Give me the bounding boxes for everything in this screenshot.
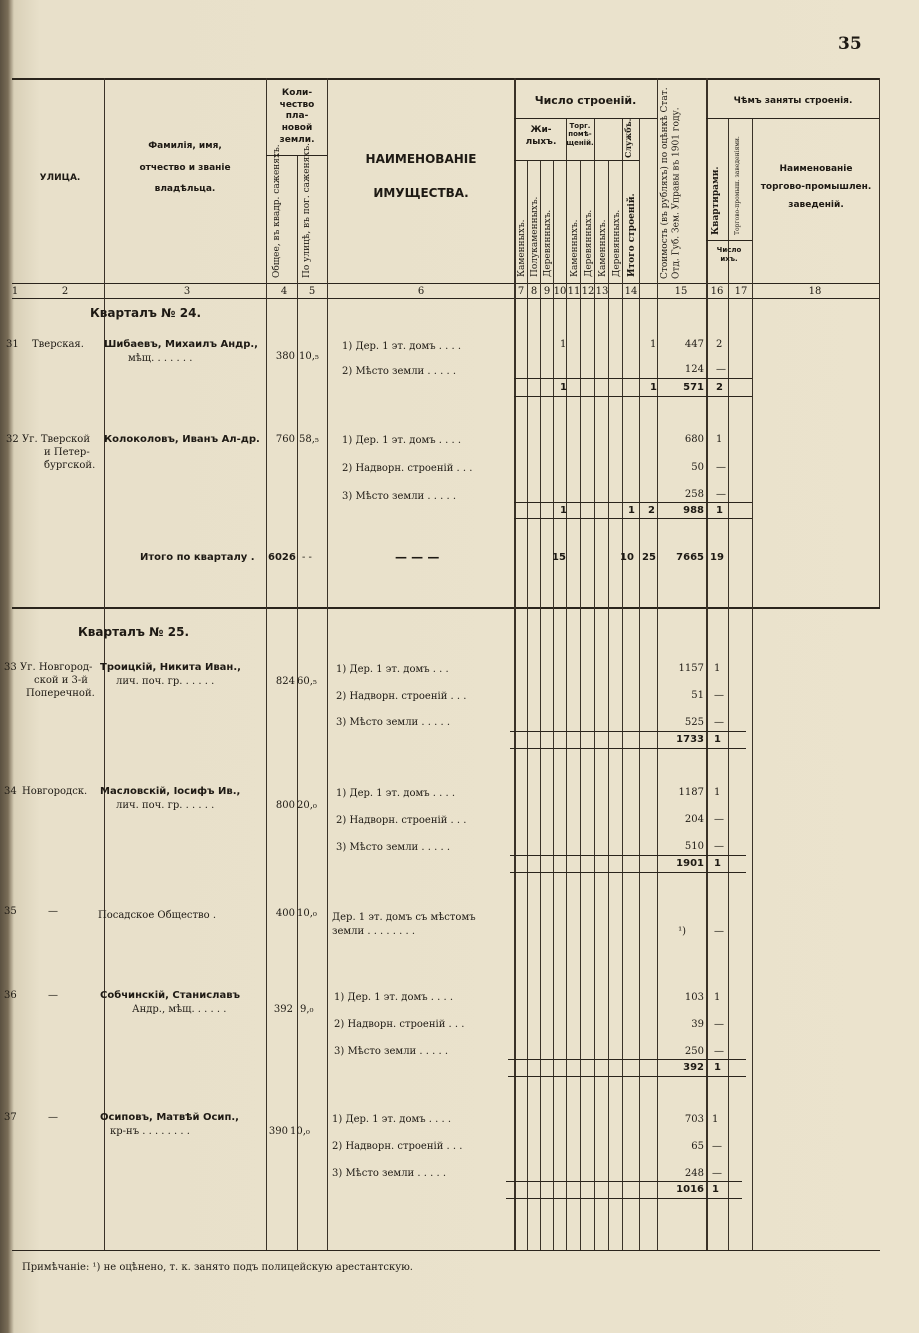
land-front: 9,₀ (300, 1004, 314, 1015)
sum-apartments: 1 (714, 734, 721, 745)
apartment-count: 1 (714, 992, 721, 1003)
value: 51 (691, 690, 704, 701)
quarter-total-dashes: — — — (395, 550, 440, 564)
table-bottom-rule (12, 1250, 880, 1251)
value: 39 (691, 1019, 704, 1030)
street-name-3: Поперечной. (26, 688, 95, 699)
property-item: 2) Надворн. строеній . . . (336, 815, 467, 826)
value: 510 (684, 841, 704, 852)
col-line (514, 78, 516, 1250)
land-area: 400 (275, 908, 295, 919)
subtotal-rule (506, 1198, 742, 1199)
header-land-qty: Коли- чество пла- новой земли. (279, 88, 315, 145)
subtotal-rule (514, 518, 752, 519)
value: 1187 (678, 787, 704, 798)
header-value: Стоимость (въ рубляхъ) по оцѣнкѣ Стат. Отд. Губ. Зем. Управы въ 1901 году. (660, 87, 682, 279)
value: 680 (684, 434, 704, 445)
sum-apartments: 1 (712, 1184, 719, 1195)
land-front: 10,₅ (299, 351, 319, 362)
owner-name: Масловскій, Іосифъ Ив., (100, 786, 241, 797)
footnote: Примѣчаніе: ¹) не оцѣнено, т. к. занято подъ полицейскую арестантскую. (22, 1262, 413, 1273)
sum-apartments: 2 (716, 382, 723, 393)
header-stone-living: Каменныхъ. (517, 219, 527, 277)
apartment-count: — (716, 489, 726, 500)
header-trade: Торг. помѣ- щеній. (566, 122, 594, 147)
subtotal-rule (508, 1076, 746, 1077)
property-item: 1) Дер. 1 эт. домъ . . . . (332, 1114, 452, 1125)
property-item: земли . . . . . . . . (332, 926, 416, 937)
value: 1157 (678, 663, 704, 674)
apartment-count: — (712, 1141, 722, 1152)
col-number: 1 (11, 286, 19, 297)
col-line (728, 118, 729, 1250)
subtotal-rule (510, 731, 746, 732)
value: 50 (691, 462, 704, 473)
header-land-front: По улицѣ, въ пог. саженяхъ. (302, 143, 312, 278)
col-number: 17 (734, 286, 748, 297)
property-item: 1) Дер. 1 эт. домъ . . . . (342, 341, 462, 352)
subtotal-rule (508, 1059, 746, 1060)
land-front: 58,₅ (299, 434, 319, 445)
quarter-total-apartments: 19 (710, 552, 724, 563)
quarter-total-value: 7665 (676, 552, 704, 563)
header-total-bld: Итого строеній. (627, 193, 637, 277)
block-title: Кварталъ № 24. (90, 306, 201, 320)
property-item: Дер. 1 эт. домъ съ мѣстомъ (332, 912, 476, 923)
subtotal-rule (510, 748, 746, 749)
col-line (297, 155, 298, 1250)
apartment-count: — (714, 841, 724, 852)
header-semistone: Полукаменныхъ. (530, 196, 540, 277)
owner-name: Собчинскій, Станиславъ (100, 990, 241, 1001)
owner-name: Осиповъ, Матвѣй Осип., (100, 1112, 239, 1123)
land-front: 10,₀ (290, 1126, 310, 1137)
subtotal-rule (510, 872, 746, 873)
property-item: 2) Мѣсто земли . . . . . (342, 366, 456, 377)
land-area: 824 (275, 676, 295, 687)
owner-status: кр-нъ . . . . . . . . (110, 1126, 190, 1137)
col-line (752, 118, 753, 1250)
land-area: 380 (275, 351, 295, 362)
apartment-count: 1 (714, 787, 721, 798)
property-item: 3) Мѣсто земли . . . . . (336, 842, 450, 853)
property-item: 2) Надворн. строеній . . . (334, 1019, 465, 1030)
col-number: 9 (543, 286, 551, 297)
header-street: УЛИЦА. (39, 173, 81, 183)
apartment-count: 2 (716, 339, 723, 350)
property-item: 1) Дер. 1 эт. домъ . . . . (342, 435, 462, 446)
col-number: 5 (308, 286, 316, 297)
col-line (639, 118, 640, 1250)
owner-status: мѣщ. . . . . . . (128, 353, 193, 364)
value: 250 (684, 1046, 704, 1057)
value: 204 (684, 814, 704, 825)
value: 703 (684, 1114, 704, 1125)
sum-apartments: 1 (714, 858, 721, 869)
col-line (540, 160, 541, 1250)
col-number: 2 (61, 286, 69, 297)
value: 248 (684, 1168, 704, 1179)
property-item: 1) Дер. 1 эт. домъ . . . . (336, 788, 456, 799)
col-line (879, 78, 880, 607)
header-land-total: Общее, въ квадр. саженяхъ. (272, 144, 282, 278)
header-wooden-trade: Деревянныхъ. (584, 209, 594, 277)
block-separator-rule (12, 607, 880, 609)
sum-value: 571 (683, 382, 704, 393)
apartment-count: — (714, 717, 724, 728)
page-number: 35 (838, 34, 862, 54)
subtotal-rule (514, 396, 752, 397)
property-item: 1) Дер. 1 эт. домъ . . . . (334, 992, 454, 1003)
total-count: 1 (650, 339, 657, 350)
land-front: 10,₀ (297, 908, 317, 919)
col-number: 14 (624, 286, 638, 297)
header-stone-svc: Каменныхъ. (598, 219, 608, 277)
land-front: 60,₅ (297, 676, 317, 687)
sum-value: 1016 (676, 1184, 704, 1195)
property-item: 3) Мѣсто земли . . . . . (332, 1168, 446, 1179)
property-item: 2) Надворн. строеній . . . (332, 1141, 463, 1152)
street-name: Тверская. (32, 339, 84, 350)
sum-value: 1901 (676, 858, 704, 869)
header-rule (706, 240, 752, 241)
apartment-count: 1 (712, 1114, 719, 1125)
value: 124 (684, 364, 704, 375)
row-number: 33 (4, 662, 17, 673)
land-area: 392 (273, 1004, 293, 1015)
col-line (327, 78, 328, 1250)
owner-status: Андр., мѣщ. . . . . . (132, 1004, 227, 1015)
sum-value: 392 (683, 1062, 704, 1073)
sum-total: 2 (648, 505, 655, 516)
col-number: 12 (581, 286, 595, 297)
header-property: НАИМЕНОВАНІЕ ИМУЩЕСТВА. (365, 152, 477, 200)
value: 525 (684, 717, 704, 728)
sum-total: 1 (650, 382, 657, 393)
header-service: Службъ. (623, 118, 633, 158)
sum-service: 1 (628, 505, 635, 516)
row-number: 32 (6, 434, 19, 445)
subtotal-rule (514, 502, 752, 503)
apartment-count: — (714, 814, 724, 825)
col-line (580, 160, 581, 1250)
table-top-rule (12, 78, 880, 80)
quarter-total-label: Итого по кварталу . (140, 552, 255, 563)
col-number: 13 (595, 286, 609, 297)
land-area: 800 (275, 800, 295, 811)
street-name: Уг. Новгород- (20, 662, 93, 673)
sum-value: 988 (683, 505, 704, 516)
row-number: 31 (6, 339, 19, 350)
header-rule (514, 118, 657, 119)
col-number: 15 (674, 286, 688, 297)
col-line (622, 118, 623, 1250)
col-line (527, 160, 528, 1250)
property-item: 3) Мѣсто земли . . . . . (342, 491, 456, 502)
wooden-count: 1 (560, 339, 567, 350)
col-number: 3 (183, 286, 191, 297)
subtotal-rule (506, 1181, 742, 1182)
row-number: 34 (4, 786, 17, 797)
value: 258 (684, 489, 704, 500)
street-name-3: бургской. (44, 460, 96, 471)
street-name: Уг. Тверской (22, 434, 90, 445)
owner-name: Колоколовъ, Иванъ Ал-др. (104, 434, 260, 445)
col-number: 16 (710, 286, 724, 297)
street-name: Новгородск. (22, 786, 88, 797)
header-owner: Фамилія, имя, отчество и званіе владѣльца. (139, 141, 231, 194)
header-living: Жи- лыхъ. (525, 125, 557, 147)
apartment-count: — (714, 1046, 724, 1057)
value: 447 (684, 339, 704, 350)
owner-status: лич. поч. гр. . . . . . (116, 676, 215, 687)
col-number: 18 (808, 286, 822, 297)
value-note: ¹) (678, 926, 686, 937)
header-rule (514, 160, 639, 161)
row-number: 36 (4, 990, 17, 1001)
col-line (553, 160, 554, 1250)
row-number: 37 (4, 1112, 17, 1123)
header-occupied: Чѣмъ заняты строенія. (733, 96, 853, 106)
land-area: 760 (275, 434, 295, 445)
property-item: 3) Мѣсто земли . . . . . (336, 717, 450, 728)
sum-apartments: 1 (714, 1062, 721, 1073)
sum-wooden: 1 (560, 505, 567, 516)
quarter-total-front: - - (302, 552, 312, 563)
street-name-2: ской и 3-й (34, 675, 88, 686)
subtotal-rule (510, 855, 746, 856)
land-front: 20,₀ (297, 800, 317, 811)
apartment-count: 1 (716, 434, 723, 445)
row-number: 35 (4, 906, 17, 917)
sum-wooden: 1 (560, 382, 567, 393)
header-stone-trade: Каменныхъ. (570, 219, 580, 277)
header-wooden-living: Деревянныхъ. (543, 209, 553, 277)
apartment-count: — (714, 926, 724, 937)
quarter-total-area: 6026 (268, 552, 296, 563)
street-name: — (48, 906, 58, 917)
header-count: Число ихъ. (716, 246, 742, 264)
apartment-count: 1 (714, 663, 721, 674)
apartment-count: — (714, 1019, 724, 1030)
col-number: 11 (567, 286, 581, 297)
header-wooden-svc: Деревянныхъ. (612, 209, 622, 277)
subtotal-rule (514, 378, 752, 379)
header-trade-ind: Торгово-промыш. заведеніями. (734, 136, 741, 235)
land-area: 390 (268, 1126, 288, 1137)
block-title: Кварталъ № 25. (78, 625, 189, 639)
col-number: 6 (417, 286, 425, 297)
property-item: 2) Надворн. строеній . . . (342, 463, 473, 474)
value: 103 (684, 992, 704, 1003)
property-item: 1) Дер. 1 эт. домъ . . . (336, 664, 449, 675)
owner-name: Посадское Общество . (98, 910, 217, 921)
street-name: — (48, 990, 58, 1001)
apartment-count: — (716, 364, 726, 375)
apartment-count: — (712, 1168, 722, 1179)
col-number: 8 (530, 286, 538, 297)
col-number: 4 (280, 286, 288, 297)
street-name-2: и Петер- (44, 447, 90, 458)
header-rule (706, 118, 879, 119)
quarter-total-service: 10 (620, 552, 634, 563)
street-name: — (48, 1112, 58, 1123)
property-item: 2) Надворн. строеній . . . (336, 691, 467, 702)
apartment-count: — (716, 462, 726, 473)
owner-status: лич. поч. гр. . . . . . (116, 800, 215, 811)
property-item: 3) Мѣсто земли . . . . . (334, 1046, 448, 1057)
sum-value: 1733 (676, 734, 704, 745)
owner-name: Троицкій, Никита Иван., (100, 662, 241, 673)
header-bottom-rule (12, 283, 880, 284)
col-line (608, 160, 609, 1250)
quarter-total-wooden: 15 (552, 552, 566, 563)
sum-apartments: 1 (716, 505, 723, 516)
apartment-count: — (714, 690, 724, 701)
colnum-rule (12, 298, 880, 299)
col-number: 7 (517, 286, 525, 297)
quarter-total-buildings: 25 (642, 552, 656, 563)
col-number: 10 (553, 286, 567, 297)
header-apartments: Квартирами. (711, 166, 721, 235)
value: 65 (691, 1141, 704, 1152)
header-buildings: Число строеній. (534, 94, 637, 107)
col-line (266, 78, 267, 1250)
owner-name: Шибаевъ, Михаилъ Андр., (104, 339, 258, 350)
header-est-name: Наименованіе торгово-промышлен. заведеній. (760, 164, 872, 210)
